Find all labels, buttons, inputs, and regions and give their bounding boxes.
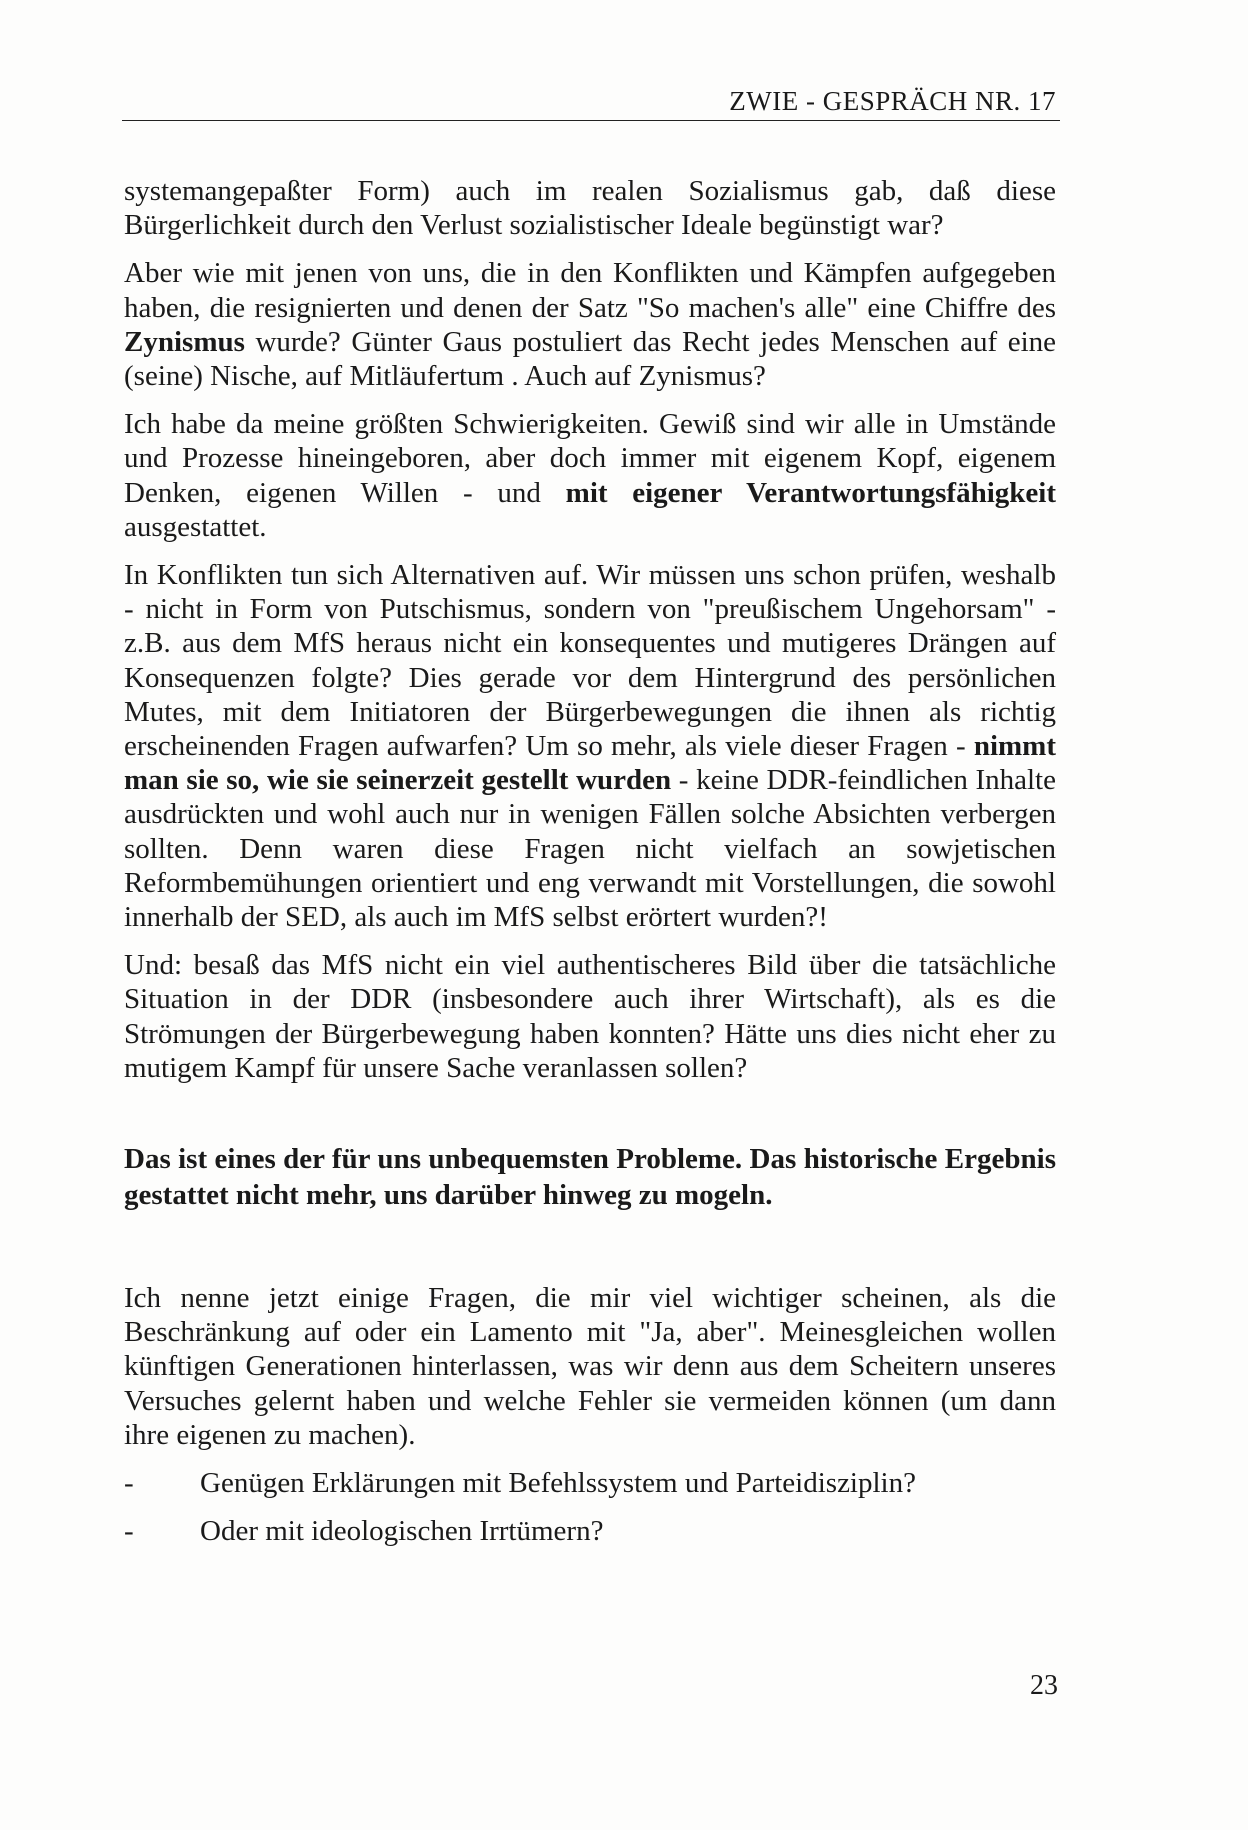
paragraph-2-part-c: wurde? Günter Gaus postuliert das Recht jedes Menschen auf eine (seine) Nische, auf Mitläufertum . Auch auf Zynismus? (124, 325, 1056, 393)
paragraph-3-emphasis: mit eigener Verantwortungsfähigkeit (565, 476, 1056, 509)
bold-callout: Das ist eines der für uns unbequemsten Probleme. Das historische Ergebnis gestattet nicht mehr, uns darüber hinweg zu mogeln. (124, 1143, 1056, 1212)
paragraph-3-part-a: Ich habe da meine größten Schwierigkeiten. Gewiß sind wir alle in Umstände und Prozesse hineingeboren, aber doch immer mit eigenem Kopf, eigenem Denken, eigenen Willen - und (124, 408, 1056, 509)
paragraph-1: systemangepaßter Form) auch im realen Sozialismus gab, daß diese Bürgerlichkeit durch den Verlust sozialistischer Ideale begünstigt war? (124, 175, 1056, 242)
running-header-title: ZWIE - GESPRÄCH NR. 17 (729, 86, 1056, 116)
paragraph-6: Ich nenne jetzt einige Fragen, die mir viel wichtiger scheinen, als die Beschränkung auf oder ein Lamento mit "Ja, aber". Meinesgleichen wollen künftigen Generationen hinterlassen, was wir denn aus dem Scheitern unseres Versuches gelernt haben und welche Fehler sie vermeiden können (um dann ihre eigenen zu machen). (124, 1282, 1056, 1451)
dash-marker: - (124, 1515, 134, 1548)
paragraph-4 (124, 558, 1056, 934)
paragraph-3-part-c: ausgestattet. (124, 510, 267, 543)
page-number: 23 (1030, 1670, 1058, 1701)
paragraph-2-emphasis: Zynismus (124, 325, 245, 358)
dash-list-item-text: Genügen Erklärungen mit Befehlssystem und Parteidisziplin? (200, 1467, 916, 1500)
paragraph-4-part-a: In Konflikten tun sich Alternativen auf. Wir müssen uns schon prüfen, weshalb - nicht in Form von Putschismus, sondern von "preußischem Ungehorsam" - z.B. aus dem MfS heraus nicht ein konsequentes und mutigeres Drängen auf Konsequenzen folgte? Dies gerade vor dem Hintergrund des persönlichen Mutes, mit dem Initiatoren der Bürgerbewegungen die ihnen als richtig erscheinenden Fragen aufwarfen? Um so mehr, als viele dieser Fragen - (124, 559, 1056, 763)
paragraph-2 (124, 256, 1056, 393)
dash-list-item (124, 1466, 1056, 1500)
dash-marker: - (124, 1467, 134, 1500)
dash-list-item (124, 1514, 1056, 1548)
body-text (124, 174, 1056, 1563)
paragraph-4-emphasis: nimmt man sie so, wie sie seinerzeit gestellt wurden (124, 730, 1056, 797)
paragraph-3 (124, 407, 1056, 544)
dash-list-item-text: Oder mit ideologischen Irrtümern? (200, 1515, 604, 1548)
paragraph-2-part-a: Aber wie mit jenen von uns, die in den Konflikten und Kämpfen aufgegeben haben, die resignierten und denen der Satz "So machen's alle" eine Chiffre des (124, 257, 1056, 324)
paragraph-4-part-c: - keine DDR-feindlichen Inhalte ausdrückten und wohl auch nur in wenigen Fällen solche Absichten verbergen sollten. Denn waren diese Fragen nicht vielfach an sowjetischen Reformbemühungen orientiert und eng verwandt mit Vorstellungen, die sowohl innerhalb der SED, als auch im MfS selbst erörtert wurden?! (124, 764, 1056, 934)
paragraph-5: Und: besaß das MfS nicht ein viel authentischeres Bild über die tatsächliche Situation in der DDR (insbesondere auch ihrer Wirtschaft), als es die Strömungen der Bürgerbewegung haben konnten? Hätte uns dies nicht eher zu mutigem Kampf für unsere Sache veranlassen sollen? (124, 949, 1056, 1084)
running-header (122, 84, 1060, 121)
